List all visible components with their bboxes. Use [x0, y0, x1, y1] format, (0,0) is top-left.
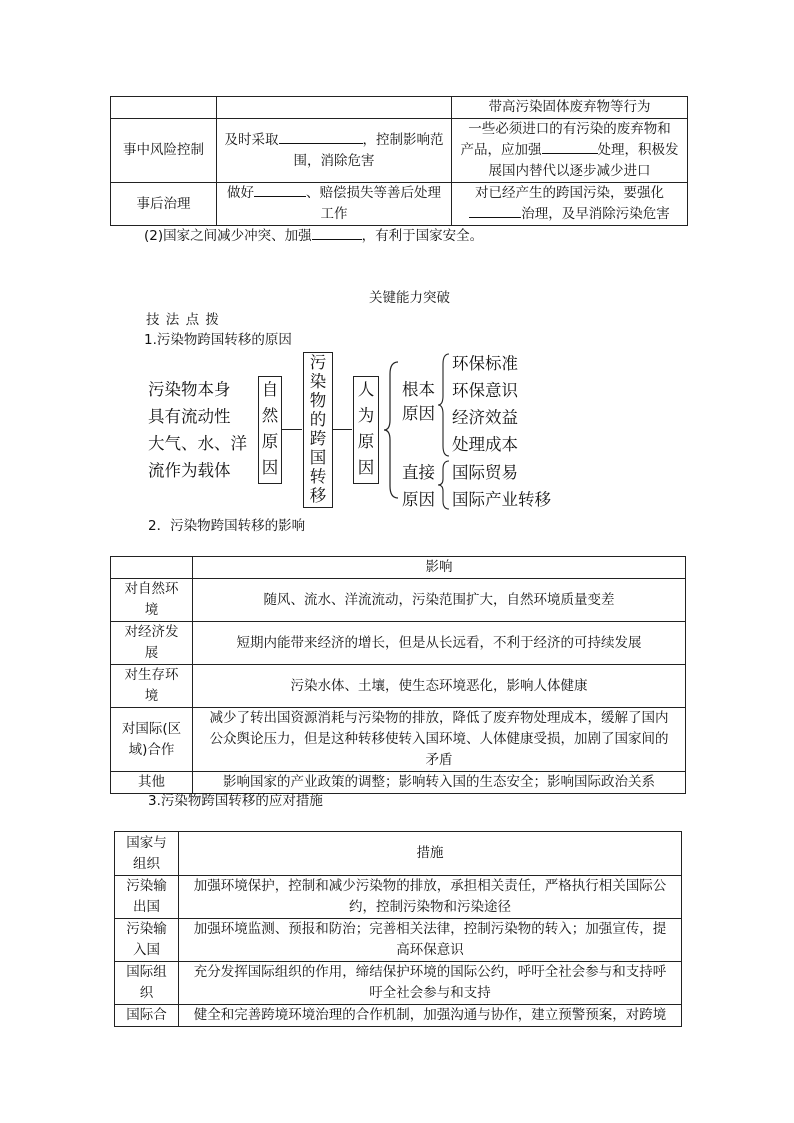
text: 充分发挥国际组织的作用，缔结保护环境的国际公约，呼吁全社会参与和支持呼 [193, 964, 667, 980]
text: 工作 [320, 206, 348, 222]
text: 国际组 [126, 964, 167, 980]
text: 大气、水、洋 [148, 434, 247, 453]
text: 环保标准 [452, 354, 518, 373]
char: 物 [309, 391, 327, 410]
row-label-during: 事中风险控制 [111, 119, 217, 183]
text: 原因 [402, 490, 435, 509]
cell: 短期内能带来经济的增长，但是从长远看，不利于经济的可持续发展 [193, 622, 686, 665]
text: 出国 [133, 899, 160, 915]
impacts-table [110, 556, 686, 794]
cell [179, 919, 682, 962]
text: 一些必须进口的有污染的废弃物和 [468, 121, 671, 137]
direct-cause-items [452, 459, 551, 513]
text: 治理，及早消除污染危害 [521, 206, 670, 222]
text: 及时采取 [224, 131, 279, 148]
text: ，有利于国家安全。 [361, 228, 484, 244]
text: 展 [144, 645, 159, 661]
measures-table [114, 831, 682, 1027]
char: 原 [261, 432, 279, 451]
cell [217, 97, 452, 119]
row-label [111, 665, 193, 708]
root-cause-items [452, 350, 518, 458]
cell: 污染水体、土壤，使生态环境恶化，影响人体健康 [193, 665, 686, 708]
text: 做好 [227, 185, 254, 201]
heading-causes: 1.污染物跨国转移的原因 [144, 332, 292, 348]
fill-blank [279, 131, 363, 144]
text: 对自然环 [124, 581, 179, 597]
text: 直接 [402, 463, 435, 482]
heading-measures: 3.污染物跨国转移的应对措施 [148, 793, 323, 809]
fill-blank [542, 141, 598, 154]
cell [452, 183, 688, 226]
risk-control-table [110, 96, 688, 226]
row-label [115, 919, 179, 962]
text: 污染输 [126, 921, 167, 937]
row-label: 其他 [111, 772, 193, 794]
text: 展国内替代以逐步减少进口 [488, 163, 651, 179]
text: 减少了转出国资源消耗与污染物的排放，降低了废弃物处理成本，缓解了国内 [209, 710, 669, 726]
cell [179, 962, 682, 1005]
text: 环保意识 [452, 381, 518, 400]
text: 组织 [133, 855, 160, 872]
text: ，控制影响范 [362, 131, 444, 148]
text: 围，消除危害 [293, 152, 375, 169]
text: 污染物本身 [148, 380, 231, 399]
text: 公众舆论压力，但是这种转移使转入国环境、人体健康受损，加剧了国家间的 [209, 731, 669, 747]
text: 对经济发 [124, 624, 179, 640]
text: 域)合作 [128, 741, 175, 758]
cell [217, 183, 452, 226]
fill-blank [469, 205, 521, 218]
row-label [115, 876, 179, 919]
text: (2)国家之间减少冲突、加强 [144, 228, 312, 244]
brace-icon [382, 360, 400, 500]
section-title: 关键能力突破 [369, 290, 450, 306]
text: 处理，积极发 [597, 142, 679, 158]
text: 污染输 [126, 878, 167, 894]
row-label [111, 622, 193, 665]
text: 国家与 [126, 834, 167, 851]
text: 吁全社会参与和支持 [369, 985, 491, 1001]
brace-icon [437, 459, 451, 511]
root-cause-label [402, 378, 435, 426]
text: 国际产业转移 [452, 490, 551, 509]
char: 然 [261, 406, 279, 425]
natural-cause-box [258, 376, 282, 484]
fill-blank [254, 184, 306, 197]
text: 高环保意识 [396, 942, 464, 958]
char: 移 [309, 486, 327, 505]
cell [452, 119, 688, 183]
char: 因 [357, 458, 375, 477]
char: 的 [309, 410, 327, 429]
char: 污 [309, 353, 327, 372]
char: 国 [309, 448, 327, 467]
note-2 [144, 226, 483, 246]
text: 处理成本 [452, 435, 518, 454]
cell: 随风、流水、洋流流动，污染范围扩大，自然环境质量变差 [193, 579, 686, 622]
cell [111, 557, 193, 579]
text: 产品，应加强 [460, 142, 542, 158]
row-label [115, 962, 179, 1005]
cell [111, 97, 217, 119]
cell-text: 带高污染固体废弃物等行为 [488, 99, 651, 115]
text: 入国 [133, 942, 160, 958]
subheading: 技 法 点 拨 [146, 312, 220, 328]
row-label [111, 579, 193, 622]
cell [179, 876, 682, 919]
row-label [111, 708, 193, 772]
text: 对生存环 [124, 667, 179, 683]
direct-cause-label [402, 459, 435, 513]
text: 对国际(区 [121, 720, 182, 737]
cell: 健全和完善跨境环境治理的合作机制，加强沟通与协作，建立预警预案，对跨境 [179, 1005, 682, 1027]
text: 境 [144, 688, 159, 704]
text: 原因 [402, 404, 435, 423]
text: 具有流动性 [148, 407, 231, 426]
cell [452, 97, 688, 119]
char: 跨 [309, 429, 327, 448]
char: 人 [357, 380, 375, 399]
text: 矛盾 [425, 752, 453, 768]
text: 经济效益 [452, 408, 518, 427]
cell [193, 708, 686, 772]
char: 自 [261, 380, 279, 399]
connector [332, 429, 352, 430]
text: 加强环境监测、预报和防治；完善相关法律，控制污染物的转入；加强宣传，提 [193, 921, 667, 937]
row-label: 国际合 [115, 1005, 179, 1027]
char: 原 [357, 432, 375, 451]
header-cell: 措施 [179, 832, 682, 876]
text: 国际贸易 [452, 463, 518, 482]
transfer-box [303, 352, 333, 508]
text: 约，控制污染物和污染途径 [349, 899, 511, 915]
heading-impacts: 2．污染物跨国转移的影响 [148, 518, 306, 534]
text: 对已经产生的跨国污染，要强化 [475, 185, 664, 201]
text: 流作为载体 [148, 461, 231, 480]
header-cell: 影响 [193, 557, 686, 579]
text: 根本 [402, 380, 435, 399]
char: 为 [357, 406, 375, 425]
row-label-after: 事后治理 [111, 183, 217, 226]
fill-blank [312, 227, 362, 240]
cell: 影响国家的产业政策的调整；影响转入国的生态安全；影响国际政治关系 [193, 772, 686, 794]
text: 织 [139, 985, 154, 1001]
char: 转 [309, 467, 327, 486]
cell [217, 119, 452, 183]
char: 因 [261, 458, 279, 477]
text: 、赔偿损失等善后处理 [306, 185, 441, 201]
left-text [148, 376, 247, 484]
connector [282, 429, 302, 430]
brace-icon [437, 352, 451, 458]
text: 加强环境保护，控制和减少污染物的排放，承担相关责任，严格执行相关国际公 [193, 878, 667, 894]
char: 染 [309, 372, 327, 391]
human-cause-box [353, 376, 379, 484]
header-cell [115, 832, 179, 876]
text: 境 [144, 602, 159, 618]
